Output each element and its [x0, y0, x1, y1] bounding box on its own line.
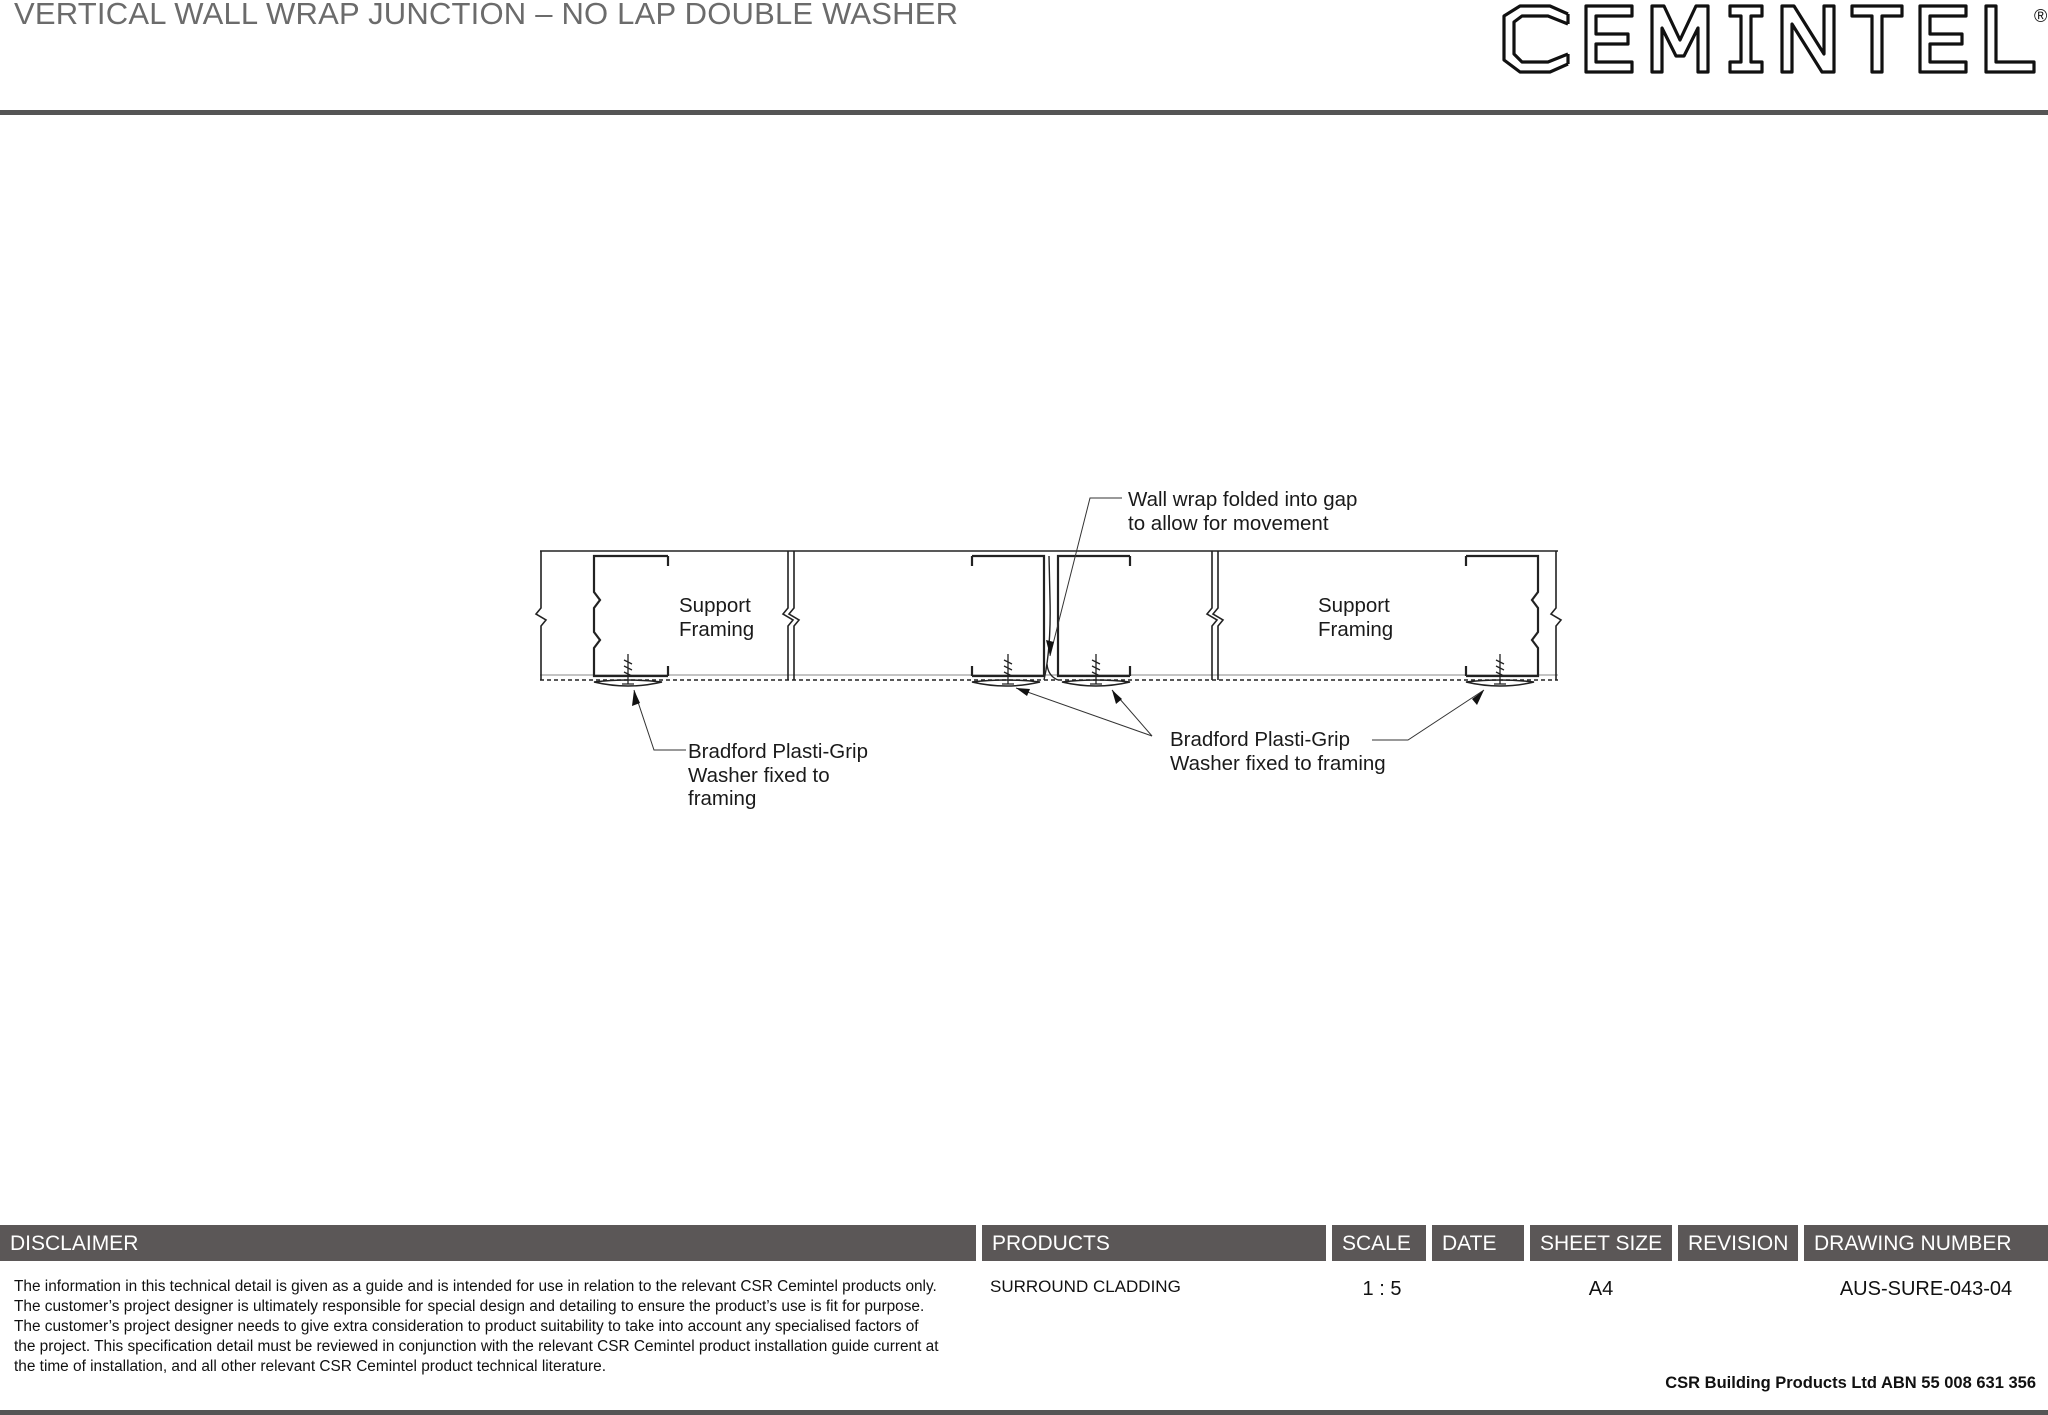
sheet-size-header: SHEET SIZE [1530, 1225, 1672, 1261]
disclaimer-text: The information in this technical detail is given as a guide and is intended for use in relation to the relevant CSR Cemintel products only. The customer’s project designer is ultimately responsible for special design and detailing to ensure the product’s use is fit for purpose. The customer’s project designer needs to give extra consideration to product suitability to take into account any specialised factors of the project. This specification detail must be reviewed in conjunction with the relevant CSR Cemintel product installation guide current at the time of installation, and all other relevant CSR Cemintel product technical literature. [14, 1278, 939, 1375]
stud-1 [594, 556, 668, 676]
title-block [0, 1225, 2048, 1415]
wall-wrap-note: Wall wrap folded into gap to allow for movement [1128, 488, 1358, 535]
drawing-number-header: DRAWING NUMBER [1804, 1225, 2048, 1261]
scale-header: SCALE [1332, 1225, 1426, 1261]
leader-washer-4 [1372, 690, 1484, 740]
support-framing-left-label: Support Framing [679, 594, 755, 641]
stud-3 [1058, 556, 1130, 676]
sheet-size-value: A4 [1588, 1278, 1614, 1300]
drawing-number-value: AUS-SURE-043-04 [1839, 1278, 2013, 1300]
drawing-title: VERTICAL WALL WRAP JUNCTION – NO LAP DOUBLE WASHER [14, 0, 959, 31]
footer-rule [0, 1410, 2048, 1415]
break-line-2b [789, 551, 799, 680]
leader-wall-wrap [1050, 498, 1122, 656]
date-header: DATE [1432, 1225, 1524, 1261]
stud-4 [1466, 556, 1538, 676]
disclaimer-header: DISCLAIMER [0, 1225, 976, 1261]
products-header: PRODUCTS [982, 1225, 1326, 1261]
registered-mark: ® [2034, 6, 2048, 26]
wall-wrap-fold [1044, 556, 1058, 680]
leader-washer-left [634, 690, 686, 750]
break-line-right [1551, 551, 1561, 680]
washer-2 [972, 680, 1040, 686]
company-abn: CSR Building Products Ltd ABN 55 008 631 356 [1665, 1374, 2036, 1392]
break-line-3b [1213, 551, 1223, 680]
products-value: SURROUND CLADDING [990, 1277, 1181, 1296]
support-framing-right-label: Support Framing [1318, 594, 1394, 641]
svg-text:CEMINTEL: CEMINTEL [1468, 1, 1474, 2]
revision-header: REVISION [1678, 1225, 1798, 1261]
washer-note-right: Bradford Plasti-Grip Washer fixed to framing [1170, 728, 1386, 775]
scale-value: 1 : 5 [1362, 1278, 1402, 1300]
washer-note-left: Bradford Plasti-Grip Washer fixed to framing [688, 740, 869, 810]
break-line-left [536, 551, 546, 680]
